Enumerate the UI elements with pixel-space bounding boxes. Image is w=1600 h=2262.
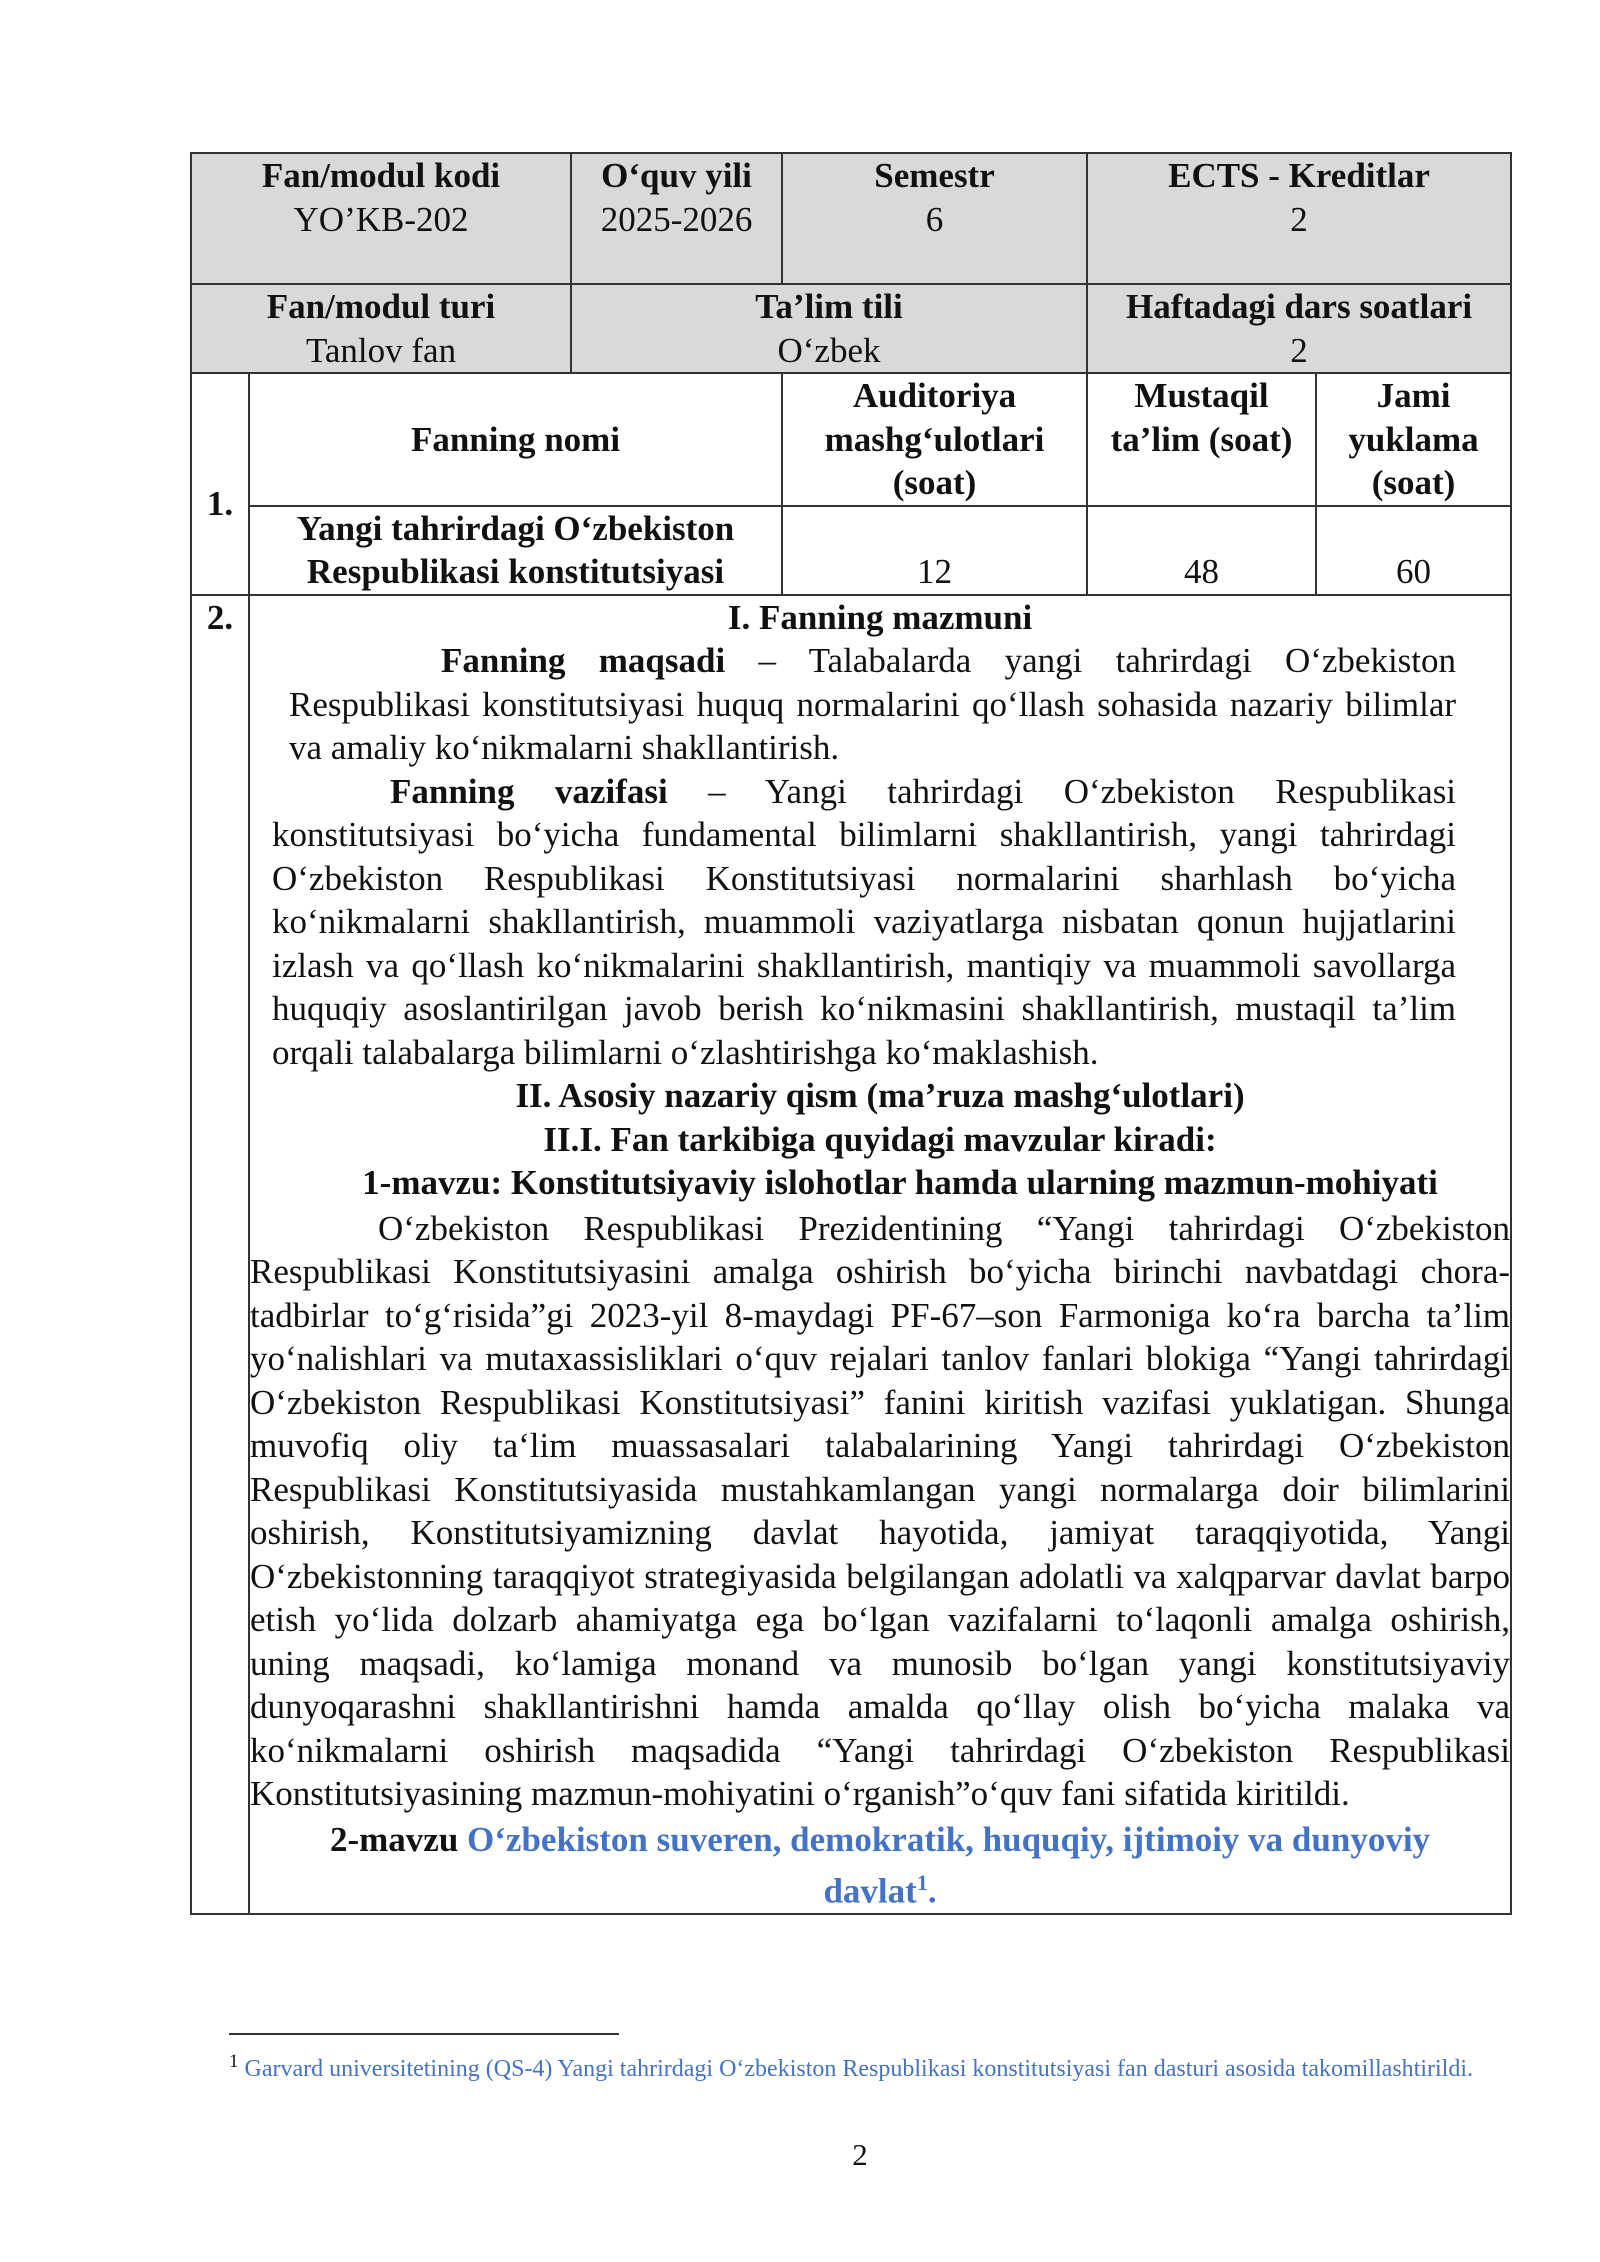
self-study-value: 48 <box>1087 506 1316 595</box>
academic-year-label: O‘quv yili <box>601 156 752 195</box>
section1-header-row <box>191 373 1511 506</box>
task-text: – Yangi tahrirdagi O‘zbekiston Respublikasi konstitutsiyasi bo‘yicha fundamental bilimlarni shakllantirish, yangi tahrirdagi O‘zbekiston Respublikasi Konstitutsiyasi normalarini sharhlash bo‘yicha ko‘nikmalarni shakllantirish, muammoli vaziyatlarga nisbatan qonun hujjatlarini izlash va qo‘llash ko‘nikmalarini shakllantirish, mantiqiy va muammoli savollarga huquqiy asoslantirilgan javob berish ko‘nikmasini shakllantirish, mustaqil ta’lim orqali talabalarga bilimlarni o‘zlashtirishga ko‘maklashish. <box>272 771 1457 1072</box>
course-name-header: Fanning nomi <box>249 373 782 506</box>
semester-value: 6 <box>925 199 944 239</box>
language-value: O‘zbek <box>777 330 881 370</box>
module-code-cell <box>191 153 571 284</box>
task-paragraph <box>272 770 1456 1075</box>
footnote <box>229 2046 1489 2085</box>
language-cell <box>571 284 1087 373</box>
ects-cell <box>1087 153 1511 284</box>
section1-value-row <box>191 506 1511 595</box>
section2-row <box>191 595 1511 1915</box>
academic-year-value: 2025-2026 <box>600 199 753 239</box>
goal-label: Fanning maqsadi <box>441 641 726 680</box>
self-study-header: Mustaqil ta’lim (soat) <box>1087 373 1316 506</box>
task-label: Fanning vazifasi <box>390 771 668 811</box>
weekly-hours-label: Haftadagi dars soatlari <box>1125 287 1473 326</box>
academic-year-cell <box>571 153 782 284</box>
content-title: I. Fanning mazmuni <box>727 597 1033 637</box>
module-code-label: Fan/modul kodi <box>261 156 501 195</box>
module-type-cell <box>191 284 571 373</box>
goal-text: – Talabalarda yangi tahrirdagi O‘zbekiston Respublikasi konstitutsiyasi huquq normalarini qo‘llash sohasida nazariy bilimlar va amaliy ko‘nikmalarni shakllantirish. <box>289 641 1457 767</box>
topic2-title-text: O‘zbekiston suveren, demokratik, huquqiy, ijtimoiy va dunyoviy davlat <box>467 1819 1431 1911</box>
header-row-1 <box>191 153 1511 284</box>
course-content-cell <box>249 595 1511 1915</box>
course-name-value: Yangi tahrirdagi O‘zbekiston Respublikasi konstitutsiyasi <box>249 506 782 595</box>
topic1-paragraph: O‘zbekiston Respublikasi Prezidentining “Yangi tahrirdagi O‘zbekiston Respublikasi Konstitutsiyasini amalga oshirish bo‘yicha birinchi navbatdagi chora-tadbirlar to‘g‘risida”gi 2023-yil 8-maydagi PF-67–son Farmoniga ko‘ra barcha ta’lim yo‘nalishlari va mutaxassisliklari o‘quv rejalari tanlov fanlari blokiga “Yangi tahrirdagi O‘zbekiston Respublikasi Konstitutsiyasi” fanini kiritish vazifasi yuklatigan. Shunga muvofiq oliy ta‘lim muassasalari talabalarining Yangi tahrirdagi O‘zbekiston Respublikasi Konstitutsiyasida mustahkamlangan yangi normalarga doir bilimlarini oshirish, Konstitutsiyamizning davlat hayotida, jamiyat taraqqiyotida, Yangi O‘zbekistonning taraqqiyot strategiyasida belgilangan adolatli va xalqparvar davlat barpo etish yo‘lida dolzarb ahamiyatga ega bo‘lgan vazifalarni to‘laqonli amalga oshirish, uning maqsadi, ko‘lamiga monand va munosib bo‘lgan yangi konstitutsiyaviy dunyoqarashni shakllantirishni hamda amalda qo‘llay olish bo‘yicha malaka va ko‘nikmalarni oshirish maqsadida “Yangi tahrirdagi O‘zbekiston Respublikasi Konstitutsiyasining mazmun-mohiyatini o‘rganish”o‘quv fani sifatida kiritildi. <box>250 1208 1511 1813</box>
weekly-hours-value: 2 <box>1290 330 1308 370</box>
section1-number: 1. <box>206 484 234 523</box>
header-row-2 <box>191 284 1511 373</box>
footnote-text: Garvard universitetining (QS-4) Yangi tahrirdagi O‘zbekiston Respublikasi konstitutsiyasi fan dasturi asosida takomillashtirildi. <box>244 2056 1473 2082</box>
topic2-suffix: . <box>927 1871 937 1911</box>
footnote-divider <box>229 2033 619 2035</box>
topic2-title <box>270 1818 1490 1914</box>
total-load-value: 60 <box>1316 506 1511 595</box>
module-type-label: Fan/modul turi <box>266 287 496 326</box>
topic1-title: 1-mavzu: Konstitutsiyaviy islohotlar hamda ularning mazmun-mohiyati <box>362 1163 1438 1202</box>
part21-title: II.I. Fan tarkibiga quyidagi mavzular kiradi: <box>543 1119 1217 1159</box>
ects-value: 2 <box>1290 199 1308 239</box>
semester-label: Semestr <box>874 156 995 195</box>
topic2-footnote-mark: 1 <box>916 1870 928 1895</box>
module-code-value: YO’KB-202 <box>293 199 469 239</box>
page-number: 2 <box>852 2137 868 2172</box>
topic2-prefix: 2-mavzu <box>329 1819 468 1859</box>
section2-number: 2. <box>191 595 249 1915</box>
goal-paragraph <box>289 639 1456 770</box>
auditorium-hours-header: Auditoriya mashg‘ulotlari (soat) <box>782 373 1087 506</box>
part2-title: II. Asosiy nazariy qism (ma’ruza mashg‘ulotlari) <box>515 1076 1245 1115</box>
auditorium-hours-value: 12 <box>782 506 1087 595</box>
total-load-header: Jami yuklama (soat) <box>1316 373 1511 506</box>
syllabus-table <box>190 152 1512 1915</box>
ects-label: ECTS - Kreditlar <box>1168 156 1430 195</box>
module-type-value: Tanlov fan <box>305 330 457 370</box>
semester-cell <box>782 153 1087 284</box>
language-label: Ta’lim tili <box>755 287 903 326</box>
footnote-mark: 1 <box>229 2051 239 2072</box>
weekly-hours-cell <box>1087 284 1511 373</box>
section1-number-cell <box>191 373 249 595</box>
